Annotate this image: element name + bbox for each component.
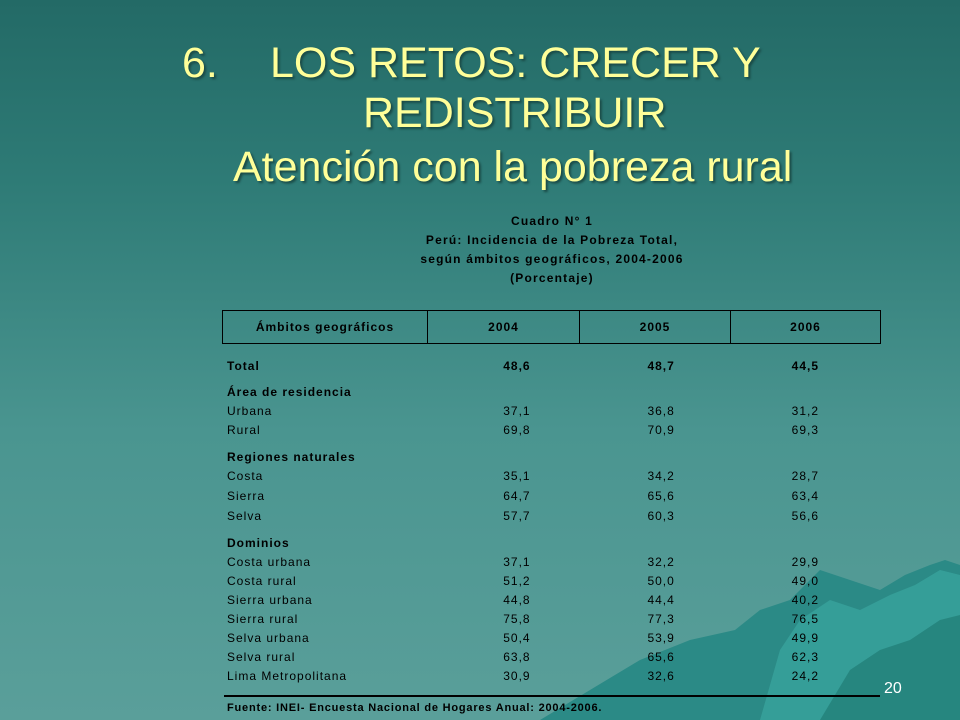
cell-2006: 31,2	[791, 404, 819, 418]
cell-2004: 75,8	[503, 612, 531, 626]
table-row	[227, 572, 819, 590]
title-line-2: REDISTRIBUIR	[363, 89, 667, 137]
cell-2004: 69,8	[503, 423, 531, 437]
cell-2005: 60,3	[647, 509, 675, 523]
row-label: Regiones naturales	[227, 450, 356, 464]
cell-2004: 37,1	[503, 555, 531, 569]
table-header	[222, 310, 881, 344]
cell-2006: 76,5	[791, 612, 819, 626]
cell-2004: 57,7	[503, 509, 531, 523]
row-label: Selva urbana	[227, 631, 310, 645]
table-row	[227, 667, 819, 685]
cell-2005: 50,0	[647, 574, 675, 588]
row-label: Costa urbana	[227, 555, 312, 569]
row-label: Sierra urbana	[227, 593, 313, 607]
header-cell-2005: 2005	[580, 311, 731, 343]
table-title-line-1: Perú: Incidencia de la Pobreza Total,	[425, 233, 679, 247]
cell-2005: 32,6	[647, 669, 675, 683]
row-label: Selva	[227, 509, 263, 523]
cell-2004: 35,1	[503, 469, 531, 483]
row-label: Área de residencia	[227, 385, 352, 399]
table-row	[227, 467, 819, 485]
table-unit: (Porcentaje)	[510, 271, 594, 285]
cell-2005: 34,2	[647, 469, 675, 483]
row-label: Total	[227, 359, 260, 373]
cell-2006: 40,2	[791, 593, 819, 607]
table-row	[227, 629, 819, 647]
table-caption	[222, 212, 882, 288]
table-heading: Cuadro N° 1	[510, 214, 593, 228]
cell-2006: 29,9	[791, 555, 819, 569]
cell-2005: 32,2	[647, 555, 675, 569]
row-label: Dominios	[227, 536, 290, 550]
table-row	[227, 553, 819, 571]
cell-2005: 77,3	[647, 612, 675, 626]
header-cell-2004: 2004	[428, 311, 580, 343]
title-line-1	[182, 38, 761, 88]
cell-2006: 28,7	[791, 469, 819, 483]
header-cell-ambitos: Ámbitos geográficos	[223, 311, 428, 343]
title-text-line-1: LOS RETOS: CRECER Y	[270, 39, 761, 87]
cell-2005: 65,6	[647, 650, 675, 664]
cell-2004: 50,4	[503, 631, 531, 645]
cell-2006: 49,9	[791, 631, 819, 645]
cell-2006: 69,3	[791, 423, 819, 437]
cell-2006: 62,3	[791, 650, 819, 664]
slide-subtitle: Atención con la pobreza rural	[233, 143, 793, 191]
cell-2005: 44,4	[647, 593, 675, 607]
section-header-area	[227, 383, 819, 401]
page-number: 20	[884, 680, 902, 697]
cell-2005: 65,6	[647, 489, 675, 503]
header-cell-2006: 2006	[790, 320, 821, 334]
table-row	[227, 648, 819, 666]
title-number: 6.	[182, 39, 218, 87]
row-label: Costa rural	[227, 574, 297, 588]
row-label: Sierra	[227, 489, 266, 503]
row-label: Costa	[227, 469, 264, 483]
cell-2004: 30,9	[503, 669, 531, 683]
table-row	[227, 591, 819, 609]
cell-2006: 63,4	[791, 489, 819, 503]
table-row-total	[227, 357, 819, 375]
cell-2006: 49,0	[791, 574, 819, 588]
cell-2004: 48,6	[503, 359, 531, 373]
cell-2005: 48,7	[647, 359, 675, 373]
cell-2004: 63,8	[503, 650, 531, 664]
row-label: Urbana	[227, 404, 273, 418]
table-title-line-2: según ámbitos geográficos, 2004-2006	[420, 252, 684, 266]
table-row	[227, 487, 819, 505]
cell-2004: 51,2	[503, 574, 531, 588]
table-row	[227, 507, 819, 525]
cell-2006: 44,5	[791, 359, 819, 373]
table-bottom-rule	[224, 695, 880, 697]
row-label: Lima Metropolitana	[227, 669, 348, 683]
table-row	[227, 421, 819, 439]
table-row	[227, 402, 819, 420]
cell-2005: 70,9	[647, 423, 675, 437]
row-label: Sierra rural	[227, 612, 299, 626]
section-header-dominios	[227, 534, 819, 552]
table-row	[227, 610, 819, 628]
cell-2004: 37,1	[503, 404, 531, 418]
cell-2004: 44,8	[503, 593, 531, 607]
row-label: Rural	[227, 423, 261, 437]
cell-2006: 56,6	[791, 509, 819, 523]
table-source: Fuente: INEI- Encuesta Nacional de Hogares Anual: 2004-2006.	[227, 702, 603, 714]
section-header-regiones	[227, 448, 819, 466]
cell-2005: 53,9	[647, 631, 675, 645]
cell-2004: 64,7	[503, 489, 531, 503]
row-label: Selva rural	[227, 650, 296, 664]
cell-2006: 24,2	[791, 669, 819, 683]
cell-2005: 36,8	[647, 404, 675, 418]
